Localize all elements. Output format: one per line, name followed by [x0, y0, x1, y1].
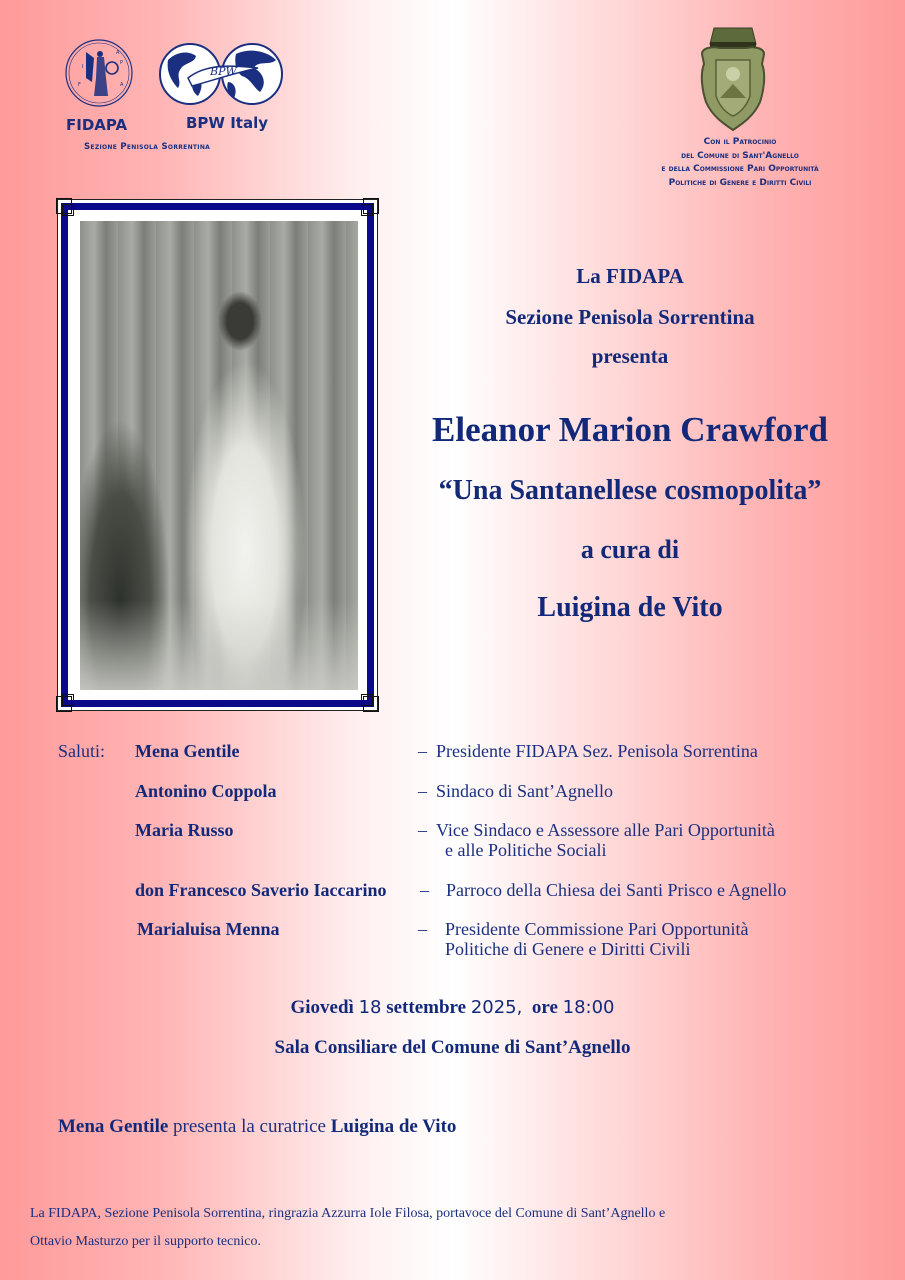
svg-text:F: F — [78, 82, 81, 88]
portrait-photo — [80, 221, 358, 690]
presenter-line: Mena Gentile presenta la curatrice Luigina de Vito — [58, 1116, 457, 1137]
municipal-crest — [690, 24, 776, 134]
greeting-role: – Vice Sindaco e Assessore alle Pari Opportunità e alle Politiche Sociali — [418, 820, 775, 860]
curator-name: Luigina de Vito — [537, 592, 723, 623]
greeting-role: – Presidente Commissione Pari Opportunità Politiche di Genere e Diritti Civili — [418, 919, 749, 959]
acknowledgements: La FIDAPA, Sezione Penisola Sorrentina, ringrazia Azzurra Iole Filosa, portavoce del Comune di Sant’Agnello e Ottavio Masturzo per il supporto tecnico. — [30, 1206, 666, 1249]
svg-text:A: A — [120, 82, 124, 88]
bpw-label: BPW Italy — [186, 114, 268, 132]
fidapa-logo — [64, 38, 134, 108]
greeting-role: – Parroco della Chiesa dei Santi Prisco e Agnello — [420, 880, 787, 900]
greeting-name: don Francesco Saverio Iaccarino — [135, 880, 387, 900]
bpw-badge-text: BPW — [210, 65, 237, 78]
svg-text:A: A — [116, 50, 120, 56]
presents-text: presenta — [591, 344, 669, 368]
greeting-role: – Presidente FIDAPA Sez. Penisola Sorrentina — [418, 741, 758, 761]
curated-by-text: a cura di — [580, 535, 680, 564]
event-date: Giovedì 18 settembre 2025, ore 18:00 — [290, 997, 615, 1018]
patronage-line: Politiche di Genere e Diritti Civili — [668, 177, 812, 188]
bpw-logo — [158, 42, 284, 106]
patronage-line: Con il Patrocinio — [703, 137, 777, 147]
greeting-role: – Sindaco di Sant’Agnello — [418, 781, 613, 801]
frame-corner — [363, 198, 379, 214]
frame-corner — [363, 696, 379, 712]
greeting-name: Marialuisa Menna — [137, 919, 280, 939]
winged-victory-icon — [64, 38, 134, 108]
fidapa-label: FIDAPA — [66, 116, 128, 134]
svg-text:P: P — [120, 60, 124, 66]
portrait-frame — [57, 199, 378, 711]
subtitle: “Una Santanellese cosmopolita” — [438, 475, 822, 506]
patronage-text — [600, 136, 880, 190]
frame-corner — [56, 198, 72, 214]
org-title: La FIDAPA — [576, 264, 684, 288]
section-title: Sezione Penisola Sorrentina — [505, 305, 755, 329]
coat-of-arms-icon — [690, 24, 776, 134]
saluti-label: Saluti: — [58, 741, 106, 761]
patronage-line: del Comune di Sant'Agnello — [681, 150, 799, 161]
greeting-name: Antonino Coppola — [135, 781, 277, 801]
greeting-name: Mena Gentile — [135, 741, 240, 761]
section-label: Sezione Penisola Sorrentina — [84, 142, 211, 152]
patronage-line: e della Commissione Pari Opportunità — [661, 164, 819, 174]
greeting-name: Maria Russo — [135, 820, 234, 840]
frame-corner — [56, 696, 72, 712]
svg-text:I: I — [82, 64, 84, 70]
subject-name: Eleanor Marion Crawford — [432, 410, 828, 449]
event-place: Sala Consiliare del Comune di Sant’Agnello — [274, 1037, 631, 1058]
